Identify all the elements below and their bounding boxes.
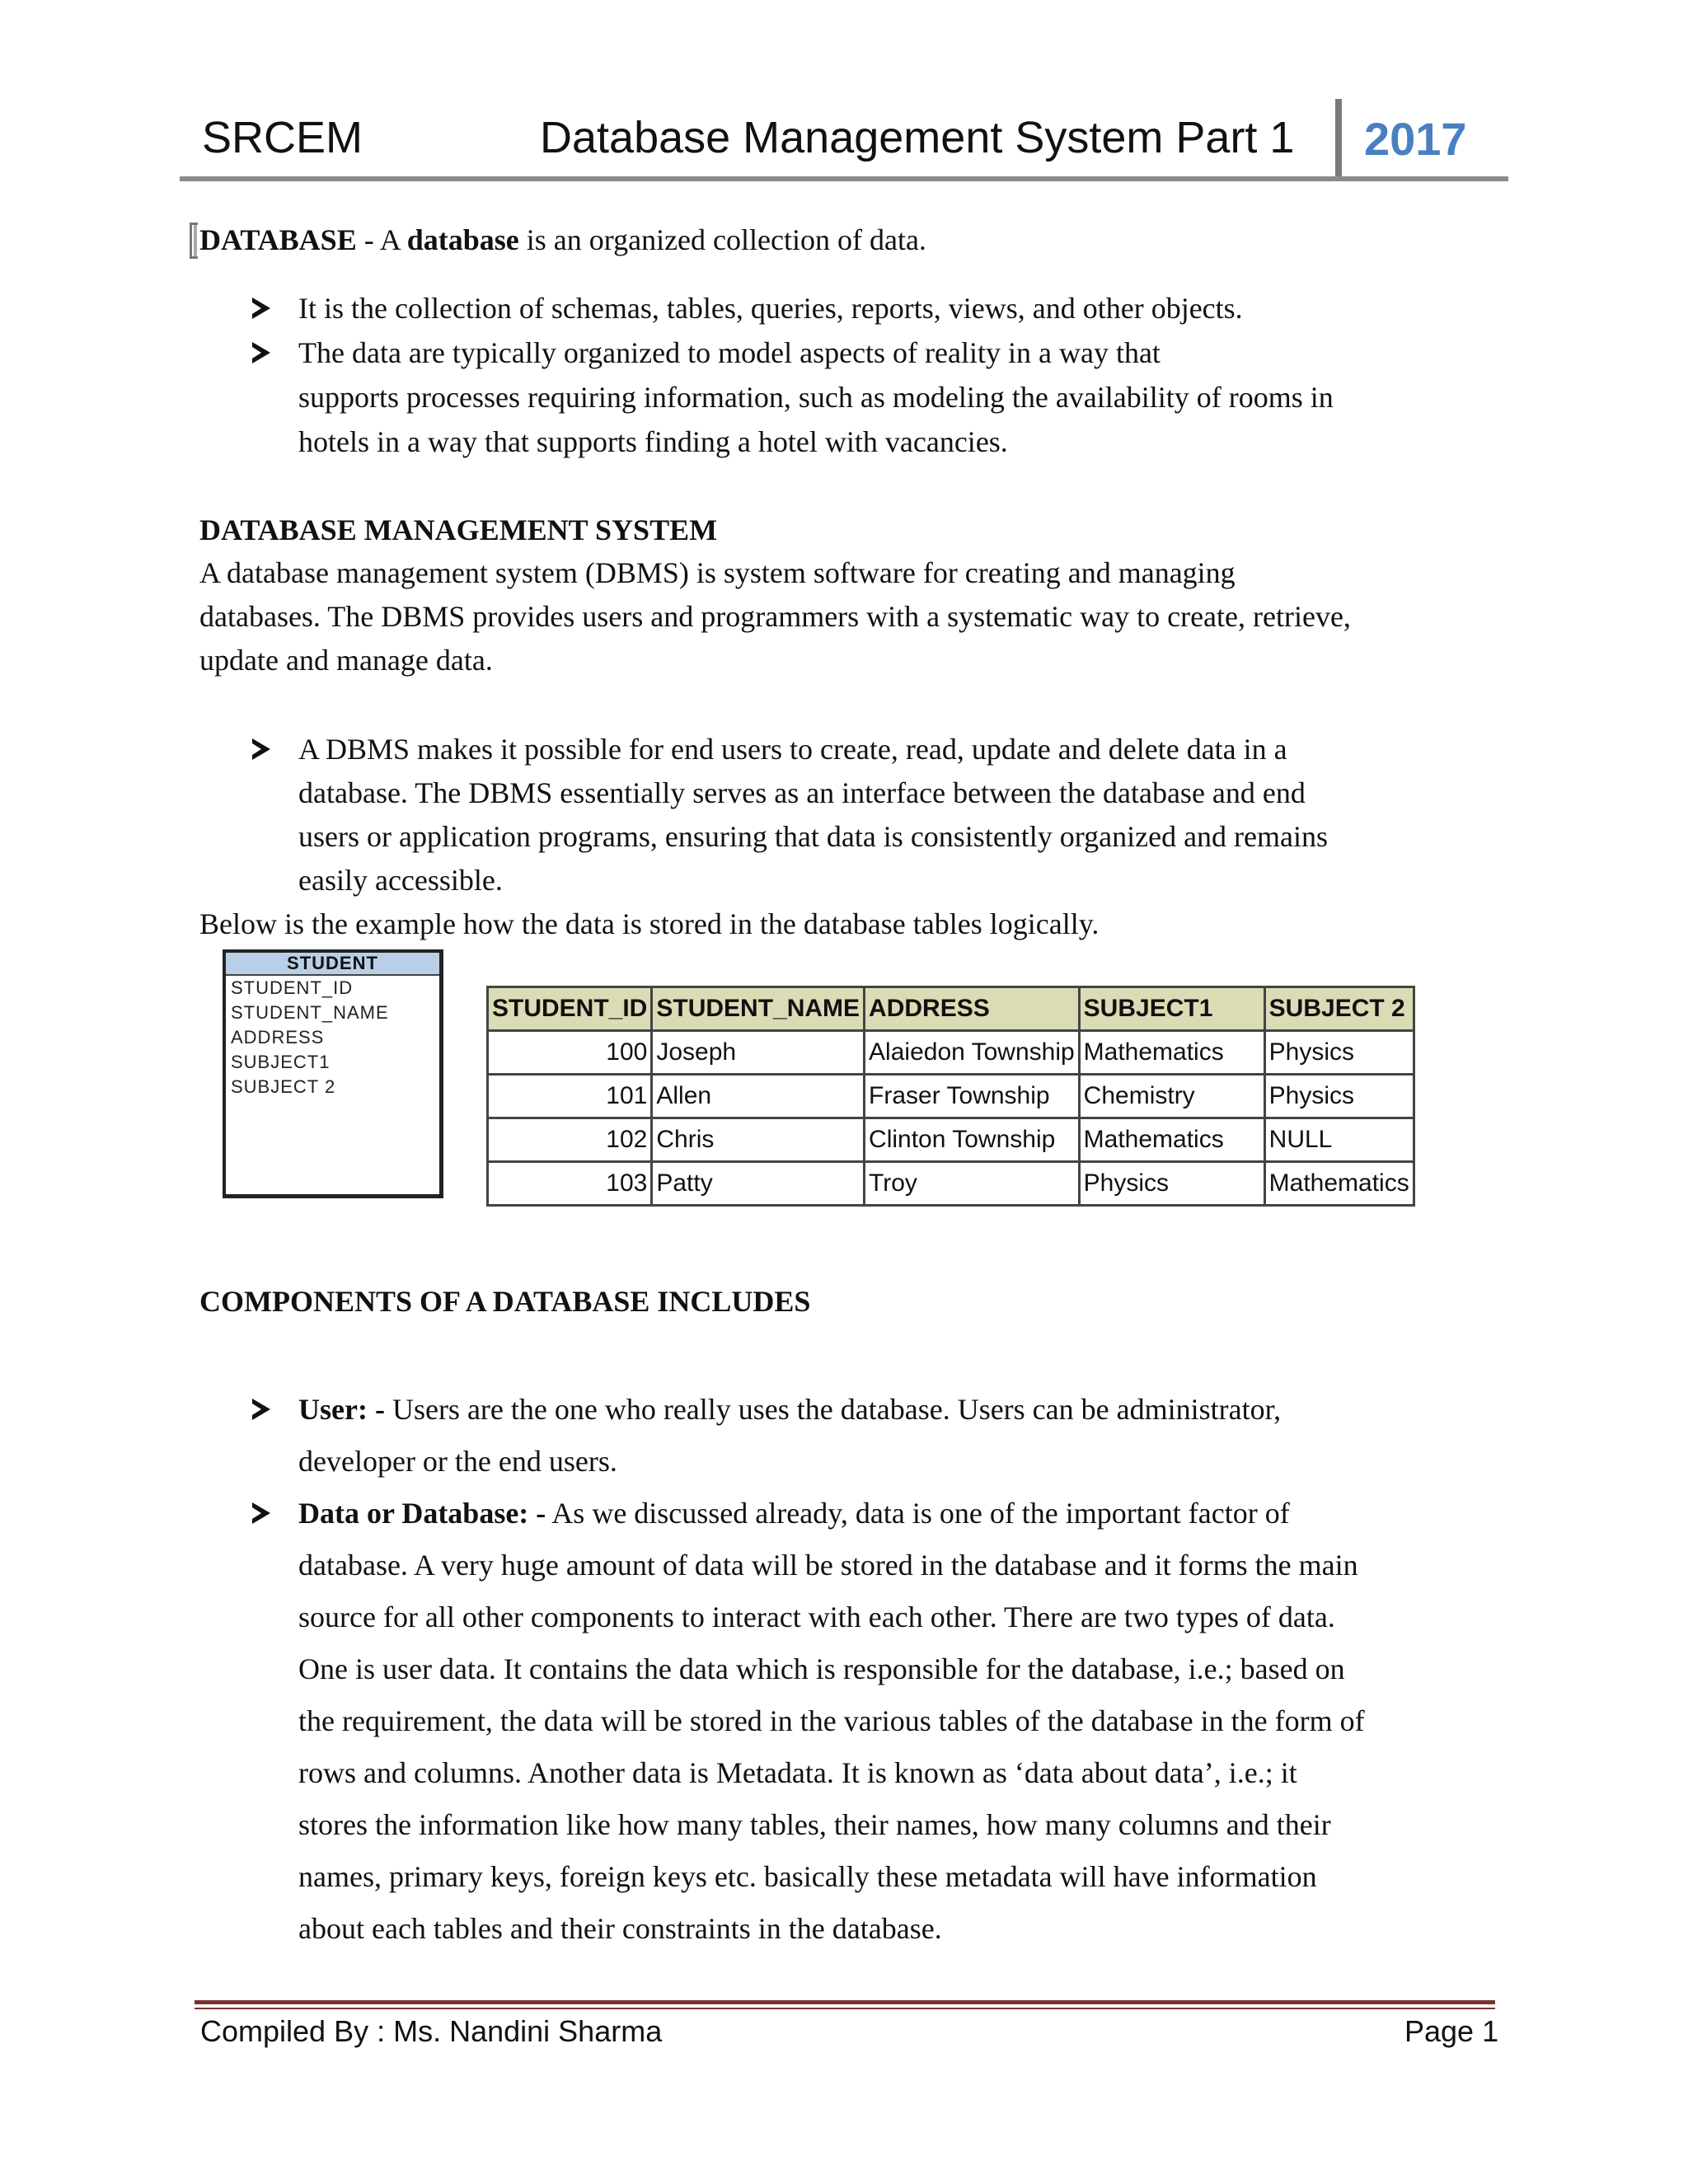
dbms-para-line: databases. The DBMS provides users and programmers with a systematic way to create, retrieve, bbox=[199, 600, 1351, 633]
intro-term2: database bbox=[406, 223, 519, 256]
table-cell: Joseph bbox=[652, 1031, 865, 1075]
entity-field: STUDENT_NAME bbox=[231, 1002, 389, 1023]
intro-bullet-1: It is the collection of schemas, tables, queries, reports, views, and other objects. bbox=[298, 292, 1243, 325]
data-line-cont: rows and columns. Another data is Metadata. It is known as ‘data about data’, i.e.; it bbox=[298, 1756, 1297, 1789]
header-year: 2017 bbox=[1364, 113, 1467, 165]
footer-rule bbox=[195, 2000, 1495, 2004]
table-cell: Physics bbox=[1079, 1162, 1264, 1206]
page-header bbox=[180, 99, 1508, 181]
header-title: Database Management System Part 1 bbox=[540, 113, 1295, 162]
table-row bbox=[488, 1031, 1414, 1075]
table-header-row bbox=[488, 987, 1414, 1031]
table-cell: Chris bbox=[652, 1118, 865, 1162]
table-cell: Allen bbox=[652, 1075, 865, 1118]
data-line-cont: source for all other components to interact with each other. There are two types of data. bbox=[298, 1601, 1335, 1633]
data-label: Data or Database: - bbox=[298, 1497, 546, 1530]
column-header: STUDENT_NAME bbox=[652, 987, 865, 1031]
data-line-cont: about each tables and their constraints in the database. bbox=[298, 1912, 942, 1945]
footer-author: Compiled By : Ms. Nandini Sharma bbox=[200, 2014, 663, 2048]
header-rule bbox=[180, 176, 1508, 181]
header-institution: SRCEM bbox=[202, 113, 363, 162]
dbms-bullet-line: database. The DBMS essentially serves as an interface between the database and end bbox=[298, 776, 1306, 809]
intro-bullet-2-cont: hotels in a way that supports finding a hotel with vacancies. bbox=[298, 425, 1008, 458]
table-cell: Patty bbox=[652, 1162, 865, 1206]
intro-term: DATABASE bbox=[199, 223, 357, 256]
entity-field: SUBJECT 2 bbox=[231, 1076, 336, 1097]
table-row bbox=[488, 1075, 1414, 1118]
data-line bbox=[298, 1491, 1290, 1535]
table-cell: Troy bbox=[865, 1162, 1080, 1206]
components-heading: COMPONENTS OF A DATABASE INCLUDES bbox=[199, 1285, 811, 1318]
table-cell: NULL bbox=[1264, 1118, 1414, 1162]
example-intro: Below is the example how the data is stored in the database tables logically. bbox=[199, 907, 1100, 940]
student-entity-box bbox=[223, 949, 443, 1198]
data-text: As we discussed already, data is one of the important factor of bbox=[546, 1497, 1290, 1530]
table-row bbox=[488, 1118, 1414, 1162]
entity-field: ADDRESS bbox=[231, 1027, 325, 1047]
dbms-bullet-line: users or application programs, ensuring that data is consistently organized and remains bbox=[298, 820, 1329, 853]
user-line-cont: developer or the end users. bbox=[298, 1445, 617, 1478]
footer-rule-thin bbox=[195, 2008, 1495, 2009]
data-line-cont: One is user data. It contains the data which is responsible for the database, i.e.; based on bbox=[298, 1652, 1345, 1685]
dbms-bullet-line: A DBMS makes it possible for end users to create, read, update and delete data in a bbox=[298, 733, 1287, 766]
user-line bbox=[298, 1387, 1281, 1432]
table-cell: Alaiedon Township bbox=[865, 1031, 1080, 1075]
user-label: User: - bbox=[298, 1393, 385, 1426]
table-cell: Physics bbox=[1264, 1031, 1414, 1075]
dbms-bullet-line: easily accessible. bbox=[298, 864, 503, 897]
table-cell: Mathematics bbox=[1264, 1162, 1414, 1206]
table-cell: Mathematics bbox=[1079, 1031, 1264, 1075]
column-header: SUBJECT 2 bbox=[1264, 987, 1414, 1031]
table-cell: Chemistry bbox=[1079, 1075, 1264, 1118]
intro-bullet-2-cont: supports processes requiring information, such as modeling the availability of rooms in bbox=[298, 381, 1334, 414]
footer-page-number: Page 1 bbox=[1404, 2014, 1499, 2048]
data-line-cont: database. A very huge amount of data will be stored in the database and it forms the main bbox=[298, 1549, 1358, 1582]
text-cursor-icon bbox=[190, 223, 198, 259]
column-header: STUDENT_ID bbox=[488, 987, 652, 1031]
entity-field: STUDENT_ID bbox=[231, 977, 354, 998]
table-cell: 101 bbox=[488, 1075, 652, 1118]
student-table bbox=[486, 986, 1415, 1207]
intro-bullet-2: The data are typically organized to model aspects of reality in a way that bbox=[298, 336, 1160, 369]
table-cell: Physics bbox=[1264, 1075, 1414, 1118]
table-row bbox=[488, 1162, 1414, 1206]
table-cell: Clinton Township bbox=[865, 1118, 1080, 1162]
table-cell: 102 bbox=[488, 1118, 652, 1162]
data-line-cont: the requirement, the data will be stored in the various tables of the database in the form of bbox=[298, 1704, 1365, 1737]
table-cell: 100 bbox=[488, 1031, 652, 1075]
header-divider bbox=[1335, 99, 1342, 178]
table-cell: Mathematics bbox=[1079, 1118, 1264, 1162]
column-header: ADDRESS bbox=[865, 987, 1080, 1031]
entity-field: SUBJECT1 bbox=[231, 1052, 331, 1072]
data-line-cont: stores the information like how many tables, their names, how many columns and their bbox=[298, 1808, 1331, 1841]
table-cell: Fraser Township bbox=[865, 1075, 1080, 1118]
dbms-heading: DATABASE MANAGEMENT SYSTEM bbox=[199, 513, 718, 546]
intro-dash: - A bbox=[356, 223, 407, 256]
column-header: SUBJECT1 bbox=[1079, 987, 1264, 1031]
user-text: Users are the one who really uses the database. Users can be administrator, bbox=[384, 1393, 1282, 1426]
intro-line bbox=[199, 218, 926, 262]
dbms-para-line: update and manage data. bbox=[199, 644, 493, 677]
data-line-cont: names, primary keys, foreign keys etc. basically these metadata will have information bbox=[298, 1860, 1317, 1893]
table-cell: 103 bbox=[488, 1162, 652, 1206]
dbms-para-line: A database management system (DBMS) is system software for creating and managing bbox=[199, 556, 1236, 589]
intro-rest: is an organized collection of data. bbox=[518, 223, 926, 256]
entity-title: STUDENT bbox=[226, 953, 439, 976]
